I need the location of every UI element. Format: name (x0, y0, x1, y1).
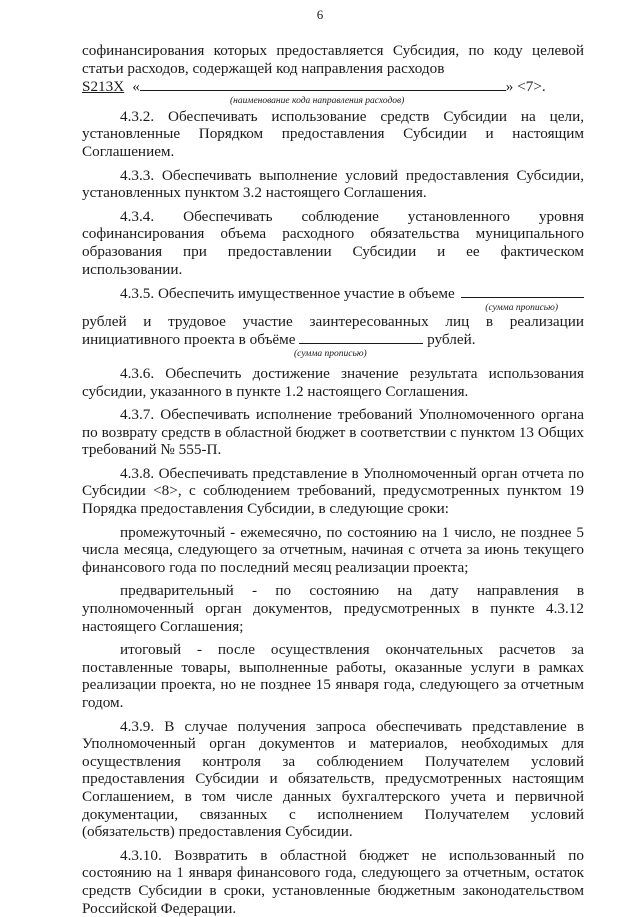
property-amount-blank (461, 284, 584, 298)
clause-4-3-6: 4.3.6. Обеспечить достижение значение результата использования субсидии, указанного в пункте 1.2 настоящего Соглашения. (82, 364, 584, 400)
labor-amount-hint: (сумма прописью) (294, 348, 367, 359)
clause-4-3-5-mid-text: рублей и трудовое участие заинтересованных лиц в реализации инициативного проекта в объёме (82, 312, 584, 349)
clause-4-3-8-preliminary: предварительный - по состоянию на дату направления в уполномоченный орган документов, предусмотренных в пункте 4.3.12 настоящего Соглашения; (82, 582, 584, 635)
expense-code-hint: (наименование кода направления расходов) (230, 95, 405, 106)
clause-4-3-5-mid (82, 313, 584, 349)
expense-code-line (82, 77, 584, 96)
open-quote: « (132, 78, 140, 96)
page-number: 6 (316, 7, 324, 22)
clause-4-3-7: 4.3.7. Обеспечивать исполнение требований Уполномоченного органа по возврату средств в областной бюджет в соответствии с пунктом 13 Общих требований № 555-П. (82, 406, 584, 459)
clause-4-3-4: 4.3.4. Обеспечивать соблюдение установленного уровня софинансирования объема расходного обязательства муниципального образования при предоставлении Субсидии и ее фактическом использовании. (82, 207, 584, 278)
expense-code: S213X (82, 78, 125, 96)
clause-4-3-9: 4.3.9. В случае получения запроса обеспечивать представление в Уполномоченный орган документов и материалов, необходимых для осуществления контроля за соблюдением Получателем условий предоставления Субсидии и обязательств, предусмотренных настоящим Соглашением, в том числе данных бухгалтерского учета и первичной документации, связанных с исполнением Получателем условий (обязательств) предоставления Субсидии. (82, 717, 584, 841)
labor-amount-blank (299, 330, 423, 344)
clause-4-3-8: 4.3.8. Обеспечивать представление в Уполномоченный орган отчета по Субсидии <8>, с соблюдением требований, предусмотренных пунктом 19 Порядка предоставления Субсидии, в следующие сроки: (82, 464, 584, 518)
document-body (82, 42, 584, 917)
intro-text: софинансирования которых предоставляется Субсидия, по коду целевой статьи расходов, содержащей код направления расходов (82, 42, 584, 77)
clause-4-3-5-start (82, 284, 584, 303)
clause-4-3-2: 4.3.2. Обеспечивать использование средств Субсидии на цели, установленные Порядком предоставления Субсидии и настоящим Соглашением. (82, 107, 584, 160)
clause-4-3-10: 4.3.10. Возвратить в областной бюджет не использованный по состоянию на 1 января финансового года, следующего за отчетным, остаток средств Субсидии в сроки, установленные бюджетным законодательством Российской Федерации. (82, 846, 584, 917)
close-quote: » <7>. (505, 78, 546, 96)
clause-4-3-5-end: рублей. (427, 331, 476, 349)
clause-4-3-5-text: 4.3.5. Обеспечить имущественное участие в объеме (120, 285, 455, 303)
clause-4-3-8-final: итоговый - после осуществления окончательных расчетов за поставленные товары, выполненные работы, оказанные услуги в рамках реализации проекта, но не позднее 15 января года, следующего за отчетным годом. (82, 641, 584, 711)
clause-4-3-8-interim: промежуточный - ежемесячно, по состоянию на 1 число, не позднее 5 числа месяца, следующего за отчетным, начиная с отчета за июнь текущего финансового года по последний месяц реализации проекта; (82, 523, 584, 576)
expense-code-blank (140, 77, 506, 91)
clause-4-3-3: 4.3.3. Обеспечивать выполнение условий предоставления Субсидии, установленных пунктом 3.2 настоящего Соглашения. (82, 166, 584, 202)
property-amount-hint: (сумма прописью) (485, 302, 558, 313)
